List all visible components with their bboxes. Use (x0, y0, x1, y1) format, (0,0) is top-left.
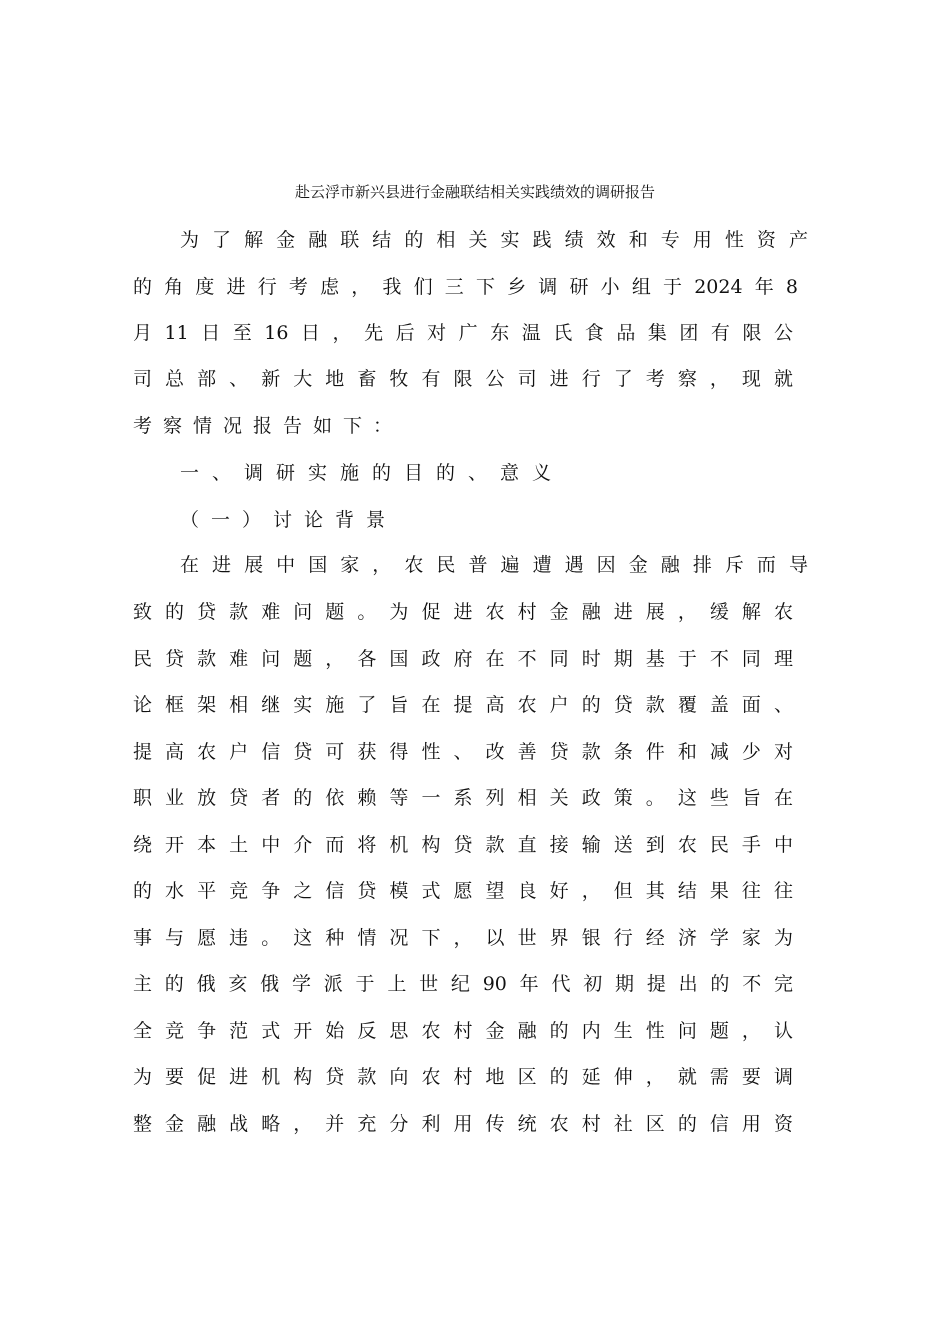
paragraph-line: 论框架相继实施了旨在提高农户的贷款覆盖面、 (133, 694, 793, 716)
paragraph-line: 致的贷款难问题。为促进农村金融进展，缓解农 (133, 601, 793, 623)
section-heading: 一、调研实施的目的、意义 (180, 462, 565, 484)
paragraph-line: 全竞争范式开始反思农村金融的内生性问题，认 (133, 1020, 793, 1042)
paragraph-line: 的水平竞争之信贷模式愿望良好，但其结果往往 (133, 880, 793, 902)
paragraph-line: 提高农户信贷可获得性、改善贷款条件和减少对 (133, 741, 793, 763)
paragraph-line: 考察情况报告如下： (133, 415, 404, 437)
paragraph-line: 主的俄亥俄学派于上世纪90年代初期提出的不完 (133, 973, 793, 995)
paragraph-line: 为了解金融联结的相关实践绩效和专用性资产 (180, 229, 808, 251)
paragraph-line: 的角度进行考虑，我们三下乡调研小组于2024年8 (133, 276, 798, 298)
paragraph-line: 事与愿违。这种情况下，以世界银行经济学家为 (133, 927, 793, 949)
paragraph-line: 整金融战略，并充分利用传统农村社区的信用资 (133, 1113, 793, 1135)
document-title: 赴云浮市新兴县进行金融联结相关实践绩效的调研报告 (294, 183, 655, 201)
paragraph-line: 绕开本土中介而将机构贷款直接输送到农民手中 (133, 834, 793, 856)
paragraph-line: 月11日至16日，先后对广东温氏食品集团有限公 (133, 322, 793, 344)
paragraph-line: 司总部、新大地畜牧有限公司进行了考察，现就 (133, 368, 793, 390)
paragraph-line: 在进展中国家，农民普遍遭遇因金融排斥而导 (180, 554, 808, 576)
paragraph-line: 为要促进机构贷款向农村地区的延伸，就需要调 (133, 1066, 793, 1088)
paragraph-line: 民贷款难问题，各国政府在不同时期基于不同理 (133, 648, 793, 670)
paragraph-line: 职业放贷者的依赖等一系列相关政策。这些旨在 (133, 787, 793, 809)
subsection-heading: （一）讨论背景 (180, 509, 398, 531)
